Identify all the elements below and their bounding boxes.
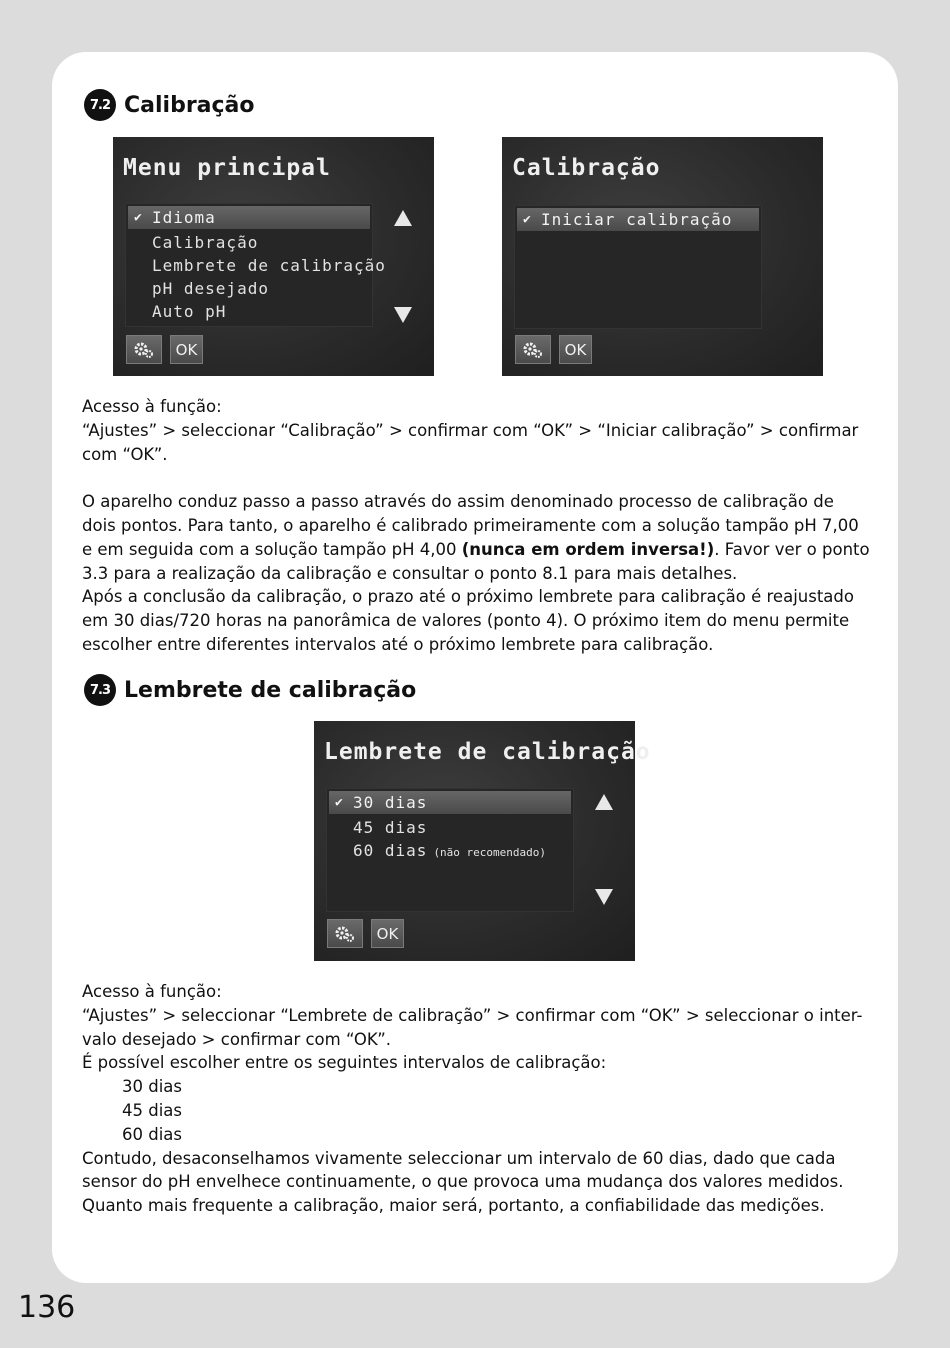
- paragraph-line: sensor do pH envelhece continuamente, o que provoca uma mudança dos valores medidos.: [82, 1172, 844, 1192]
- menu-item-30-dias[interactable]: ✔ 30 dias: [329, 791, 571, 814]
- menu-item-45-dias[interactable]: 45 dias: [353, 818, 428, 837]
- interval-item: 60 dias: [122, 1124, 183, 1144]
- paragraph-line: dois pontos. Para tanto, o aparelho é calibrado primeiramente com a solução tampão pH 7,00: [82, 515, 859, 535]
- menu-list: [125, 203, 386, 327]
- access-label: Acesso à função:: [82, 982, 222, 1001]
- menu-item-lembrete[interactable]: Lembrete de calibração: [152, 256, 386, 275]
- check-icon: ✔: [523, 212, 532, 227]
- access-path: “Ajustes” > seleccionar “Lembrete de calibração” > confirmar com “OK” > seleccionar o inter-: [82, 1005, 863, 1025]
- ok-button[interactable]: OK: [559, 335, 592, 364]
- scroll-up-icon[interactable]: [595, 794, 613, 810]
- screen-title: Lembrete de calibração: [324, 739, 651, 765]
- warning-emphasis: (nunca em ordem inversa!): [461, 539, 715, 559]
- section-title: Lembrete de calibração: [124, 677, 417, 703]
- ok-button[interactable]: OK: [371, 919, 404, 948]
- access-path: valo desejado > confirmar com “OK”.: [82, 1029, 392, 1049]
- menu-item-ph-desejado[interactable]: pH desejado: [152, 279, 269, 298]
- gear-icon: [134, 341, 154, 359]
- device-screen-main-menu: [113, 137, 434, 376]
- interval-item: 30 dias: [122, 1077, 183, 1097]
- ok-button[interactable]: OK: [170, 335, 203, 364]
- scroll-down-icon[interactable]: [394, 307, 412, 323]
- access-path: “Ajustes” > seleccionar “Calibração” > confirmar com “OK” > “Iniciar calibração” > confirmar: [82, 420, 859, 440]
- settings-button[interactable]: [327, 919, 363, 948]
- paragraph-line: Após a conclusão da calibração, o prazo até o próximo lembrete para calibração é reajustado: [82, 587, 854, 607]
- settings-button[interactable]: [515, 335, 551, 364]
- page-number: 136: [18, 1290, 76, 1325]
- section-7-3-text: [82, 980, 882, 1218]
- paragraph-line: O aparelho conduz passo a passo através do assim denominado processo de calibração de: [82, 492, 834, 512]
- screen-title: Calibração: [512, 155, 661, 181]
- menu-list: [514, 205, 762, 329]
- access-path: com “OK”.: [82, 444, 168, 464]
- paragraph-line: 3.3 para a realização da calibração e consultar o ponto 8.1 para mais detalhes.: [82, 563, 738, 583]
- section-number-badge: 7.3: [84, 674, 116, 706]
- menu-item-idioma[interactable]: ✔ Idioma: [128, 206, 370, 229]
- section-heading-7-2: [84, 89, 255, 121]
- settings-button[interactable]: [126, 335, 162, 364]
- gear-icon: [335, 925, 355, 943]
- section-number-badge: 7.2: [84, 89, 116, 121]
- check-icon: ✔: [134, 210, 143, 225]
- menu-item-auto-ph[interactable]: Auto pH: [152, 302, 227, 321]
- menu-list: [326, 788, 574, 912]
- paragraph-line: em 30 dias/720 horas na panorâmica de valores (ponto 4). O próximo item do menu permite: [82, 611, 850, 631]
- interval-item: 45 dias: [122, 1100, 183, 1120]
- menu-item-iniciar-calibracao[interactable]: ✔ Iniciar calibração: [517, 208, 759, 231]
- gear-icon: [523, 341, 543, 359]
- intervals-intro: É possível escolher entre os seguintes intervalos de calibração:: [82, 1053, 607, 1073]
- section-title: Calibração: [124, 92, 255, 118]
- access-label: Acesso à função:: [82, 397, 222, 416]
- not-recommended-note: (não recomendado): [433, 846, 547, 859]
- scroll-down-icon[interactable]: [595, 889, 613, 905]
- check-icon: ✔: [335, 795, 344, 810]
- menu-item-60-dias[interactable]: 60 dias (não recomendado): [353, 841, 547, 860]
- paragraph-line: escolher entre diferentes intervalos até o próximo lembrete para calibração.: [82, 634, 714, 654]
- menu-item-calibracao[interactable]: Calibração: [152, 233, 259, 252]
- paragraph-line: e em seguida com a solução tampão pH 4,00 (nunca em ordem inversa!). Favor ver o ponto: [82, 539, 870, 559]
- paragraph-line: Quanto mais frequente a calibração, maior será, portanto, a confiabilidade das medições.: [82, 1196, 825, 1216]
- screen-title: Menu principal: [123, 155, 331, 181]
- paragraph-line: Contudo, desaconselhamos vivamente seleccionar um intervalo de 60 dias, dado que cada: [82, 1148, 836, 1168]
- section-7-2-text: [82, 395, 882, 657]
- section-heading-7-3: [84, 674, 416, 706]
- scroll-up-icon[interactable]: [394, 210, 412, 226]
- device-screen-reminder: [314, 721, 651, 961]
- device-screen-calibration: [502, 137, 823, 376]
